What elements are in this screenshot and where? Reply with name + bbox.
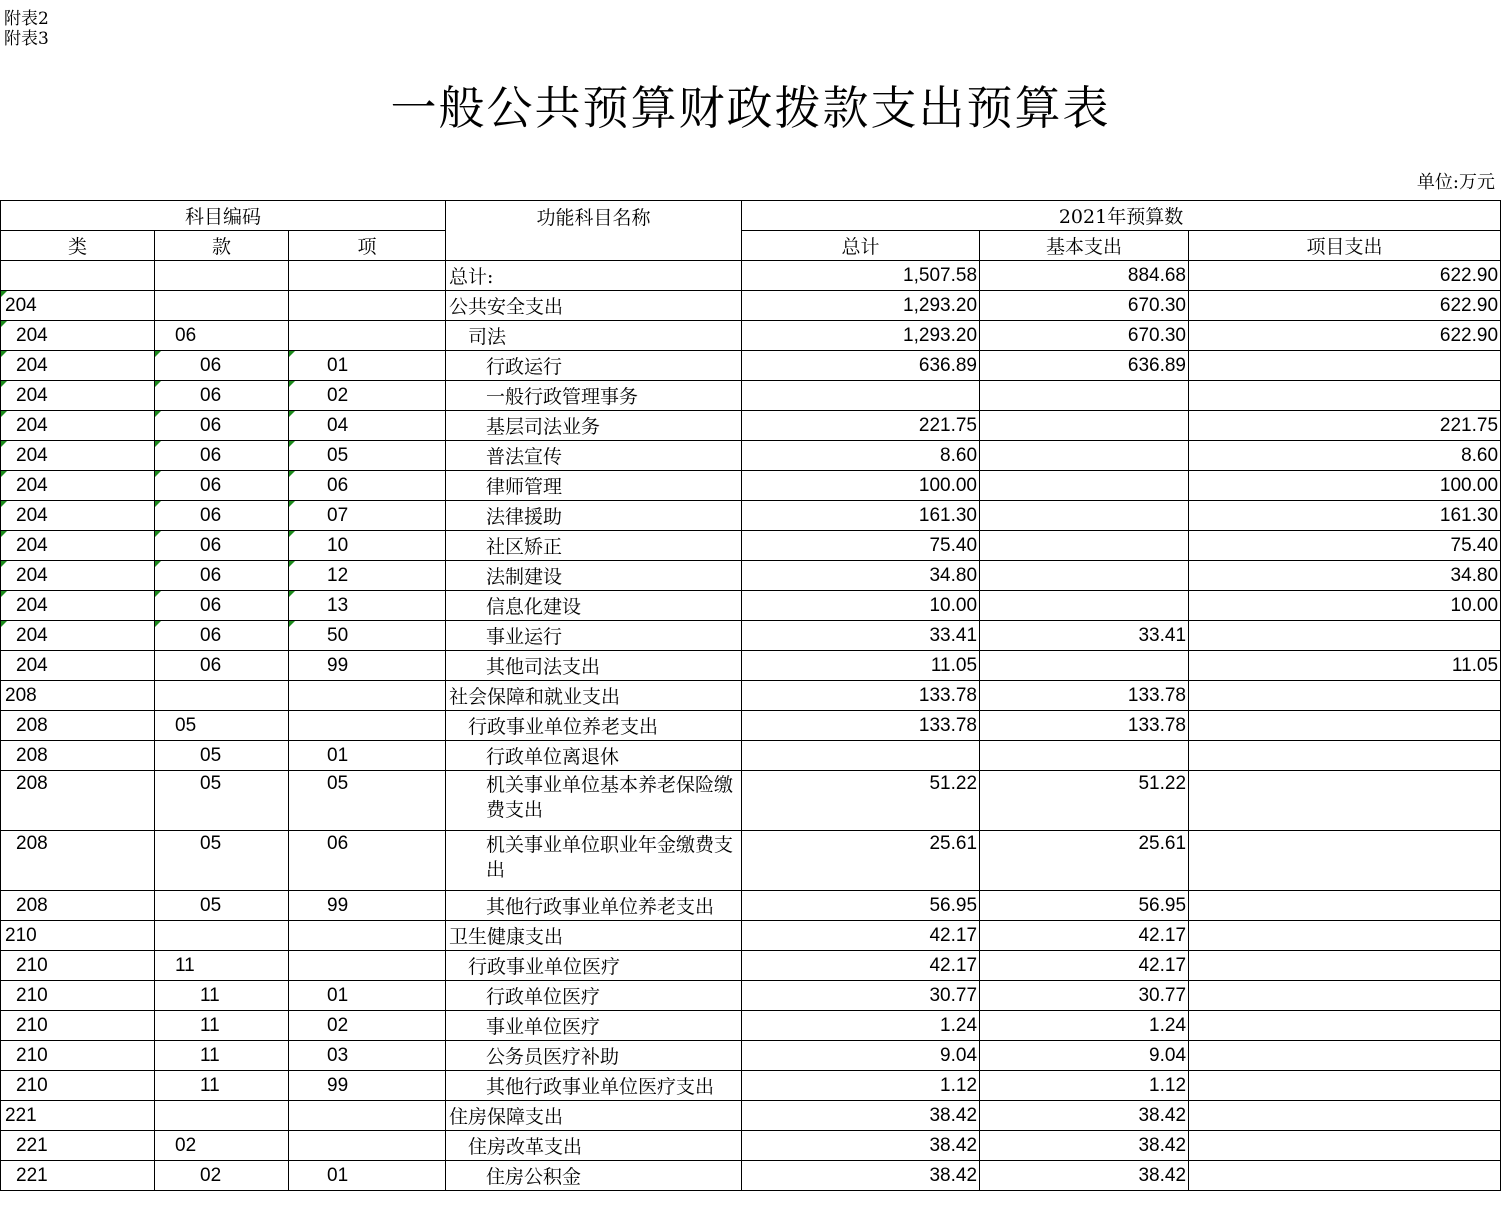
cell-function-name: 事业运行 bbox=[446, 621, 742, 651]
cell-lei: 204 bbox=[1, 651, 155, 681]
cell-project bbox=[1189, 681, 1501, 711]
cell-total: 133.78 bbox=[742, 681, 980, 711]
cell-xiang: 01 bbox=[289, 1161, 446, 1191]
cell-kuan bbox=[155, 261, 289, 291]
cell-function-name: 律师管理 bbox=[446, 471, 742, 501]
table-row bbox=[1, 771, 1501, 831]
table-row bbox=[1, 711, 1501, 741]
cell-total: 636.89 bbox=[742, 351, 980, 381]
cell-total: 11.05 bbox=[742, 651, 980, 681]
table-row bbox=[1, 261, 1501, 291]
cell-basic bbox=[980, 741, 1189, 771]
cell-lei: 204 bbox=[1, 561, 155, 591]
cell-lei: 208 bbox=[1, 681, 155, 711]
cell-basic: 9.04 bbox=[980, 1041, 1189, 1071]
cell-total: 34.80 bbox=[742, 561, 980, 591]
cell-basic: 670.30 bbox=[980, 291, 1189, 321]
cell-lei: 208 bbox=[1, 741, 155, 771]
cell-kuan bbox=[155, 681, 289, 711]
cell-kuan: 06 bbox=[155, 501, 289, 531]
header-row-1 bbox=[1, 201, 1501, 231]
cell-total: 1,293.20 bbox=[742, 321, 980, 351]
cell-total: 1,507.58 bbox=[742, 261, 980, 291]
cell-total: 100.00 bbox=[742, 471, 980, 501]
table-row bbox=[1, 1131, 1501, 1161]
cell-basic bbox=[980, 651, 1189, 681]
cell-basic: 636.89 bbox=[980, 351, 1189, 381]
cell-xiang: 12 bbox=[289, 561, 446, 591]
cell-xiang bbox=[289, 1101, 446, 1131]
cell-basic bbox=[980, 381, 1189, 411]
cell-basic: 33.41 bbox=[980, 621, 1189, 651]
cell-function-name: 法律援助 bbox=[446, 501, 742, 531]
cell-project: 622.90 bbox=[1189, 321, 1501, 351]
cell-function-name: 其他司法支出 bbox=[446, 651, 742, 681]
cell-lei: 210 bbox=[1, 1011, 155, 1041]
cell-xiang: 04 bbox=[289, 411, 446, 441]
cell-kuan: 06 bbox=[155, 351, 289, 381]
cell-xiang bbox=[289, 1131, 446, 1161]
cell-kuan bbox=[155, 921, 289, 951]
cell-project bbox=[1189, 1011, 1501, 1041]
table-row bbox=[1, 831, 1501, 891]
cell-project: 11.05 bbox=[1189, 651, 1501, 681]
cell-xiang: 99 bbox=[289, 891, 446, 921]
header-total: 总计 bbox=[742, 231, 980, 261]
cell-xiang: 03 bbox=[289, 1041, 446, 1071]
cell-lei: 210 bbox=[1, 981, 155, 1011]
cell-xiang: 01 bbox=[289, 741, 446, 771]
cell-kuan: 06 bbox=[155, 381, 289, 411]
cell-kuan: 11 bbox=[155, 981, 289, 1011]
unit-label: 单位:万元 bbox=[1416, 172, 1495, 193]
cell-kuan: 06 bbox=[155, 621, 289, 651]
cell-total: 30.77 bbox=[742, 981, 980, 1011]
cell-kuan: 05 bbox=[155, 741, 289, 771]
cell-basic: 25.61 bbox=[980, 831, 1189, 891]
cell-project bbox=[1189, 1071, 1501, 1101]
cell-total: 38.42 bbox=[742, 1101, 980, 1131]
cell-xiang bbox=[289, 921, 446, 951]
cell-kuan: 06 bbox=[155, 591, 289, 621]
cell-kuan: 06 bbox=[155, 651, 289, 681]
cell-function-name: 公共安全支出 bbox=[446, 291, 742, 321]
cell-kuan: 05 bbox=[155, 711, 289, 741]
cell-project bbox=[1189, 1101, 1501, 1131]
cell-xiang: 05 bbox=[289, 441, 446, 471]
table-row bbox=[1, 591, 1501, 621]
cell-lei: 221 bbox=[1, 1131, 155, 1161]
table-row bbox=[1, 531, 1501, 561]
cell-total: 133.78 bbox=[742, 711, 980, 741]
cell-xiang: 02 bbox=[289, 1011, 446, 1041]
header-xiang: 项 bbox=[289, 231, 446, 261]
table-row bbox=[1, 321, 1501, 351]
cell-project bbox=[1189, 1161, 1501, 1191]
cell-function-name: 司法 bbox=[446, 321, 742, 351]
cell-basic bbox=[980, 471, 1189, 501]
cell-lei: 204 bbox=[1, 591, 155, 621]
cell-kuan: 06 bbox=[155, 321, 289, 351]
cell-lei: 204 bbox=[1, 621, 155, 651]
cell-project: 221.75 bbox=[1189, 411, 1501, 441]
cell-total: 10.00 bbox=[742, 591, 980, 621]
cell-project: 8.60 bbox=[1189, 441, 1501, 471]
cell-lei: 204 bbox=[1, 321, 155, 351]
cell-lei: 210 bbox=[1, 951, 155, 981]
header-kuan: 款 bbox=[155, 231, 289, 261]
cell-kuan: 06 bbox=[155, 561, 289, 591]
table-row bbox=[1, 1041, 1501, 1071]
cell-project bbox=[1189, 711, 1501, 741]
cell-kuan: 06 bbox=[155, 441, 289, 471]
cell-total bbox=[742, 381, 980, 411]
cell-basic bbox=[980, 441, 1189, 471]
cell-project bbox=[1189, 1041, 1501, 1071]
table-row bbox=[1, 411, 1501, 441]
cell-total: 1.24 bbox=[742, 1011, 980, 1041]
cell-function-name: 公务员医疗补助 bbox=[446, 1041, 742, 1071]
cell-lei: 221 bbox=[1, 1161, 155, 1191]
table-row bbox=[1, 561, 1501, 591]
cell-lei bbox=[1, 261, 155, 291]
cell-kuan: 06 bbox=[155, 531, 289, 561]
cell-lei: 221 bbox=[1, 1101, 155, 1131]
cell-basic: 56.95 bbox=[980, 891, 1189, 921]
cell-total bbox=[742, 741, 980, 771]
cell-project bbox=[1189, 891, 1501, 921]
cell-function-name: 其他行政事业单位养老支出 bbox=[446, 891, 742, 921]
cell-basic bbox=[980, 591, 1189, 621]
cell-kuan: 11 bbox=[155, 1041, 289, 1071]
cell-xiang bbox=[289, 291, 446, 321]
cell-basic: 133.78 bbox=[980, 681, 1189, 711]
cell-lei: 204 bbox=[1, 351, 155, 381]
cell-kuan: 02 bbox=[155, 1161, 289, 1191]
cell-kuan: 06 bbox=[155, 411, 289, 441]
cell-function-name: 行政单位离退休 bbox=[446, 741, 742, 771]
cell-project: 622.90 bbox=[1189, 291, 1501, 321]
table-row bbox=[1, 681, 1501, 711]
header-basic: 基本支出 bbox=[980, 231, 1189, 261]
cell-xiang bbox=[289, 681, 446, 711]
attachment-label: 附表2 bbox=[4, 9, 49, 29]
cell-basic: 1.12 bbox=[980, 1071, 1189, 1101]
cell-project bbox=[1189, 921, 1501, 951]
cell-total: 38.42 bbox=[742, 1161, 980, 1191]
cell-function-name: 行政运行 bbox=[446, 351, 742, 381]
cell-function-name: 住房公积金 bbox=[446, 1161, 742, 1191]
cell-total: 221.75 bbox=[742, 411, 980, 441]
cell-function-name: 总计: bbox=[446, 261, 742, 291]
cell-xiang bbox=[289, 261, 446, 291]
cell-basic: 670.30 bbox=[980, 321, 1189, 351]
cell-total: 1.12 bbox=[742, 1071, 980, 1101]
cell-basic: 38.42 bbox=[980, 1131, 1189, 1161]
cell-total: 8.60 bbox=[742, 441, 980, 471]
cell-project: 75.40 bbox=[1189, 531, 1501, 561]
cell-project: 161.30 bbox=[1189, 501, 1501, 531]
table-row bbox=[1, 471, 1501, 501]
cell-kuan: 05 bbox=[155, 891, 289, 921]
table-row bbox=[1, 1011, 1501, 1041]
cell-function-name: 法制建设 bbox=[446, 561, 742, 591]
cell-total: 42.17 bbox=[742, 951, 980, 981]
cell-xiang bbox=[289, 321, 446, 351]
page-title: 一般公共预算财政拨款支出预算表 bbox=[390, 81, 1111, 135]
cell-function-name: 卫生健康支出 bbox=[446, 921, 742, 951]
cell-project: 100.00 bbox=[1189, 471, 1501, 501]
cell-xiang: 05 bbox=[289, 771, 446, 831]
cell-function-name: 社区矫正 bbox=[446, 531, 742, 561]
cell-function-name: 事业单位医疗 bbox=[446, 1011, 742, 1041]
cell-basic: 51.22 bbox=[980, 771, 1189, 831]
cell-project bbox=[1189, 381, 1501, 411]
cell-project bbox=[1189, 981, 1501, 1011]
cell-lei: 210 bbox=[1, 1071, 155, 1101]
cell-basic bbox=[980, 411, 1189, 441]
cell-xiang: 13 bbox=[289, 591, 446, 621]
cell-function-name: 行政单位医疗 bbox=[446, 981, 742, 1011]
cell-function-name: 机关事业单位职业年金缴费支出 bbox=[446, 831, 742, 891]
cell-total: 9.04 bbox=[742, 1041, 980, 1071]
table-row bbox=[1, 381, 1501, 411]
cell-function-name: 机关事业单位基本养老保险缴费支出 bbox=[446, 771, 742, 831]
cell-xiang: 06 bbox=[289, 471, 446, 501]
cell-function-name: 基层司法业务 bbox=[446, 411, 742, 441]
cell-xiang: 02 bbox=[289, 381, 446, 411]
cell-function-name: 行政事业单位医疗 bbox=[446, 951, 742, 981]
cell-kuan: 05 bbox=[155, 831, 289, 891]
cell-basic: 42.17 bbox=[980, 921, 1189, 951]
cell-xiang: 10 bbox=[289, 531, 446, 561]
header-budget-year: 2021年预算数 bbox=[742, 201, 1501, 231]
cell-xiang: 06 bbox=[289, 831, 446, 891]
cell-project bbox=[1189, 951, 1501, 981]
cell-xiang bbox=[289, 951, 446, 981]
budget-table bbox=[0, 200, 1501, 1191]
header-subject-code: 科目编码 bbox=[1, 201, 446, 231]
cell-project: 622.90 bbox=[1189, 261, 1501, 291]
cell-project bbox=[1189, 1131, 1501, 1161]
cell-project bbox=[1189, 771, 1501, 831]
cell-kuan: 05 bbox=[155, 771, 289, 831]
cell-xiang: 01 bbox=[289, 981, 446, 1011]
cell-kuan: 06 bbox=[155, 471, 289, 501]
cell-total: 161.30 bbox=[742, 501, 980, 531]
cell-basic: 884.68 bbox=[980, 261, 1189, 291]
table-row bbox=[1, 501, 1501, 531]
table-row bbox=[1, 981, 1501, 1011]
cell-basic bbox=[980, 501, 1189, 531]
cell-lei: 204 bbox=[1, 411, 155, 441]
cell-xiang: 07 bbox=[289, 501, 446, 531]
cell-basic bbox=[980, 561, 1189, 591]
cell-function-name: 社会保障和就业支出 bbox=[446, 681, 742, 711]
cell-kuan: 11 bbox=[155, 951, 289, 981]
cell-lei: 210 bbox=[1, 1041, 155, 1071]
cell-total: 51.22 bbox=[742, 771, 980, 831]
table-row bbox=[1, 1101, 1501, 1131]
cell-function-name: 行政事业单位养老支出 bbox=[446, 711, 742, 741]
cell-lei: 204 bbox=[1, 441, 155, 471]
cell-xiang bbox=[289, 711, 446, 741]
cell-total: 33.41 bbox=[742, 621, 980, 651]
cell-kuan: 11 bbox=[155, 1071, 289, 1101]
cell-total: 56.95 bbox=[742, 891, 980, 921]
cell-basic: 30.77 bbox=[980, 981, 1189, 1011]
table-row bbox=[1, 351, 1501, 381]
cell-kuan: 11 bbox=[155, 1011, 289, 1041]
attachment-label-clipped: 附表3 bbox=[4, 29, 49, 49]
cell-basic: 38.42 bbox=[980, 1161, 1189, 1191]
table-row bbox=[1, 621, 1501, 651]
cell-xiang: 50 bbox=[289, 621, 446, 651]
cell-lei: 204 bbox=[1, 381, 155, 411]
cell-xiang: 99 bbox=[289, 1071, 446, 1101]
cell-function-name: 一般行政管理事务 bbox=[446, 381, 742, 411]
cell-function-name: 普法宣传 bbox=[446, 441, 742, 471]
cell-project bbox=[1189, 351, 1501, 381]
cell-kuan bbox=[155, 291, 289, 321]
cell-kuan: 02 bbox=[155, 1131, 289, 1161]
header-row-2 bbox=[1, 231, 1501, 261]
header-function-name: 功能科目名称 bbox=[446, 201, 742, 261]
cell-lei: 204 bbox=[1, 531, 155, 561]
table-row bbox=[1, 651, 1501, 681]
cell-lei: 208 bbox=[1, 831, 155, 891]
cell-lei: 204 bbox=[1, 471, 155, 501]
cell-xiang: 01 bbox=[289, 351, 446, 381]
cell-lei: 204 bbox=[1, 501, 155, 531]
cell-function-name: 信息化建设 bbox=[446, 591, 742, 621]
cell-basic bbox=[980, 531, 1189, 561]
cell-project bbox=[1189, 621, 1501, 651]
cell-total: 25.61 bbox=[742, 831, 980, 891]
cell-function-name: 住房改革支出 bbox=[446, 1131, 742, 1161]
cell-lei: 208 bbox=[1, 891, 155, 921]
table-row bbox=[1, 921, 1501, 951]
cell-lei: 204 bbox=[1, 291, 155, 321]
cell-project: 34.80 bbox=[1189, 561, 1501, 591]
cell-basic: 42.17 bbox=[980, 951, 1189, 981]
table-row bbox=[1, 1161, 1501, 1191]
cell-lei: 208 bbox=[1, 771, 155, 831]
table-row bbox=[1, 951, 1501, 981]
cell-function-name: 住房保障支出 bbox=[446, 1101, 742, 1131]
table-row bbox=[1, 441, 1501, 471]
cell-project bbox=[1189, 831, 1501, 891]
table-row bbox=[1, 891, 1501, 921]
cell-total: 1,293.20 bbox=[742, 291, 980, 321]
cell-project bbox=[1189, 741, 1501, 771]
header-project: 项目支出 bbox=[1189, 231, 1501, 261]
cell-total: 42.17 bbox=[742, 921, 980, 951]
cell-basic: 133.78 bbox=[980, 711, 1189, 741]
table-row bbox=[1, 741, 1501, 771]
cell-xiang: 99 bbox=[289, 651, 446, 681]
header-lei: 类 bbox=[1, 231, 155, 261]
cell-lei: 210 bbox=[1, 921, 155, 951]
cell-project: 10.00 bbox=[1189, 591, 1501, 621]
cell-lei: 208 bbox=[1, 711, 155, 741]
cell-basic: 1.24 bbox=[980, 1011, 1189, 1041]
table-row bbox=[1, 291, 1501, 321]
cell-total: 75.40 bbox=[742, 531, 980, 561]
table-row bbox=[1, 1071, 1501, 1101]
cell-kuan bbox=[155, 1101, 289, 1131]
cell-basic: 38.42 bbox=[980, 1101, 1189, 1131]
cell-total: 38.42 bbox=[742, 1131, 980, 1161]
cell-function-name: 其他行政事业单位医疗支出 bbox=[446, 1071, 742, 1101]
